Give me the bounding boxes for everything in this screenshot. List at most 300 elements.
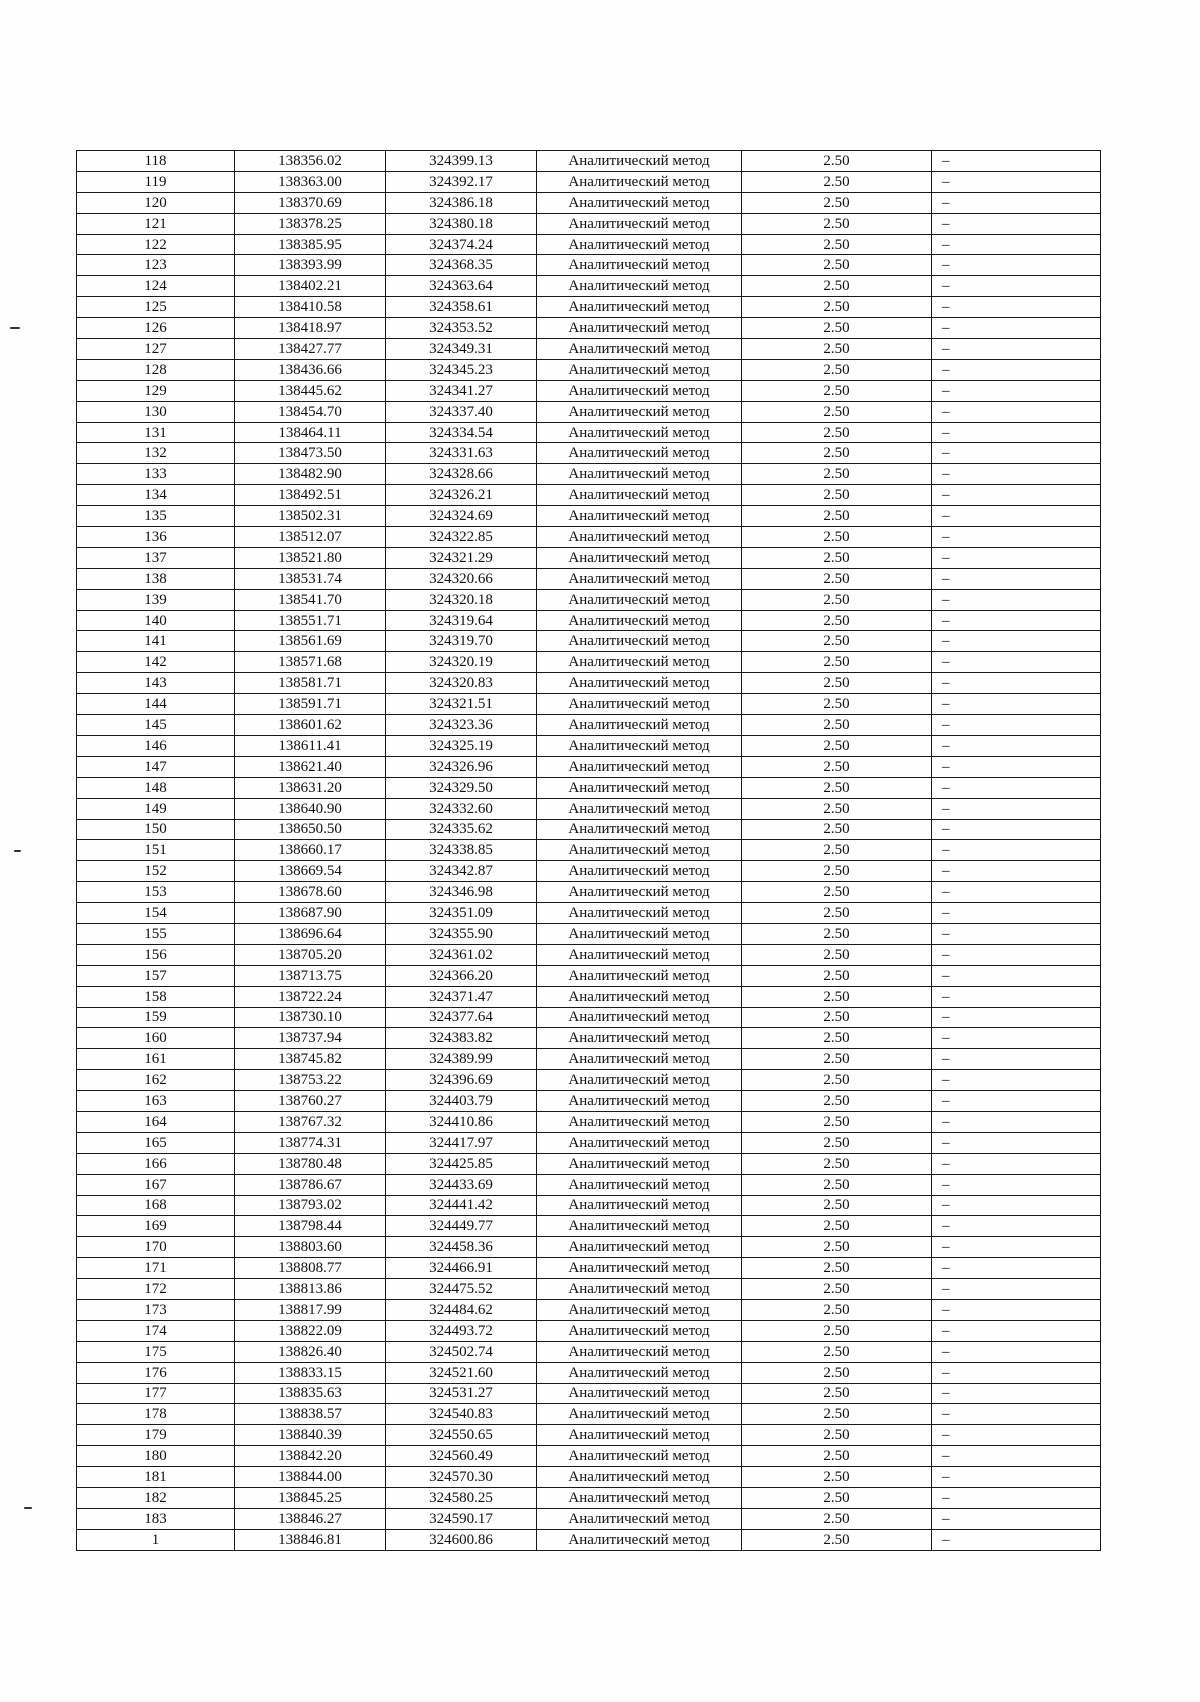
note-cell: – [932, 1279, 1101, 1300]
x-coordinate-cell: 138601.62 [235, 715, 386, 736]
note-cell: – [932, 1488, 1101, 1509]
y-coordinate-cell: 324417.97 [386, 1132, 537, 1153]
accuracy-cell: 2.50 [742, 485, 932, 506]
method-cell: Аналитический метод [537, 1488, 742, 1509]
x-coordinate-cell: 138378.25 [235, 213, 386, 234]
note-cell: – [932, 506, 1101, 527]
table-row [77, 673, 1101, 694]
x-coordinate-cell: 138838.57 [235, 1404, 386, 1425]
method-cell: Аналитический метод [537, 1341, 742, 1362]
method-cell: Аналитический метод [537, 1383, 742, 1404]
x-coordinate-cell: 138611.41 [235, 735, 386, 756]
accuracy-cell: 2.50 [742, 547, 932, 568]
x-coordinate-cell: 138370.69 [235, 192, 386, 213]
note-cell: – [932, 1237, 1101, 1258]
accuracy-cell: 2.50 [742, 1508, 932, 1529]
table-row [77, 255, 1101, 276]
table-row [77, 1216, 1101, 1237]
accuracy-cell: 2.50 [742, 255, 932, 276]
table-row [77, 715, 1101, 736]
x-coordinate-cell: 138753.22 [235, 1070, 386, 1091]
x-coordinate-cell: 138833.15 [235, 1362, 386, 1383]
y-coordinate-cell: 324368.35 [386, 255, 537, 276]
y-coordinate-cell: 324323.36 [386, 715, 537, 736]
accuracy-cell: 2.50 [742, 1446, 932, 1467]
method-cell: Аналитический метод [537, 527, 742, 548]
table-row [77, 1446, 1101, 1467]
point-number-cell: 120 [77, 192, 235, 213]
y-coordinate-cell: 324341.27 [386, 380, 537, 401]
method-cell: Аналитический метод [537, 1237, 742, 1258]
y-coordinate-cell: 324345.23 [386, 359, 537, 380]
note-cell: – [932, 1299, 1101, 1320]
method-cell: Аналитический метод [537, 715, 742, 736]
point-number-cell: 151 [77, 840, 235, 861]
table-row [77, 151, 1101, 172]
y-coordinate-cell: 324502.74 [386, 1341, 537, 1362]
method-cell: Аналитический метод [537, 986, 742, 1007]
point-number-cell: 168 [77, 1195, 235, 1216]
table-row [77, 777, 1101, 798]
method-cell: Аналитический метод [537, 1279, 742, 1300]
x-coordinate-cell: 138512.07 [235, 527, 386, 548]
y-coordinate-cell: 324329.50 [386, 777, 537, 798]
point-number-cell: 124 [77, 276, 235, 297]
y-coordinate-cell: 324392.17 [386, 171, 537, 192]
x-coordinate-cell: 138737.94 [235, 1028, 386, 1049]
method-cell: Аналитический метод [537, 318, 742, 339]
method-cell: Аналитический метод [537, 965, 742, 986]
x-coordinate-cell: 138780.48 [235, 1153, 386, 1174]
note-cell: – [932, 192, 1101, 213]
y-coordinate-cell: 324342.87 [386, 861, 537, 882]
accuracy-cell: 2.50 [742, 1299, 932, 1320]
coordinates-table-body [77, 151, 1101, 1551]
note-cell: – [932, 903, 1101, 924]
y-coordinate-cell: 324320.19 [386, 652, 537, 673]
note-cell: – [932, 1111, 1101, 1132]
x-coordinate-cell: 138798.44 [235, 1216, 386, 1237]
method-cell: Аналитический метод [537, 568, 742, 589]
table-row [77, 1404, 1101, 1425]
table-row [77, 986, 1101, 1007]
point-number-cell: 162 [77, 1070, 235, 1091]
method-cell: Аналитический метод [537, 1425, 742, 1446]
accuracy-cell: 2.50 [742, 882, 932, 903]
x-coordinate-cell: 138760.27 [235, 1091, 386, 1112]
method-cell: Аналитический метод [537, 234, 742, 255]
accuracy-cell: 2.50 [742, 715, 932, 736]
accuracy-cell: 2.50 [742, 944, 932, 965]
note-cell: – [932, 1195, 1101, 1216]
y-coordinate-cell: 324425.85 [386, 1153, 537, 1174]
method-cell: Аналитический метод [537, 1467, 742, 1488]
method-cell: Аналитический метод [537, 589, 742, 610]
point-number-cell: 161 [77, 1049, 235, 1070]
y-coordinate-cell: 324351.09 [386, 903, 537, 924]
accuracy-cell: 2.50 [742, 1258, 932, 1279]
accuracy-cell: 2.50 [742, 443, 932, 464]
x-coordinate-cell: 138705.20 [235, 944, 386, 965]
method-cell: Аналитический метод [537, 422, 742, 443]
table-row [77, 1049, 1101, 1070]
method-cell: Аналитический метод [537, 547, 742, 568]
note-cell: – [932, 380, 1101, 401]
method-cell: Аналитический метод [537, 1216, 742, 1237]
table-row [77, 401, 1101, 422]
x-coordinate-cell: 138767.32 [235, 1111, 386, 1132]
point-number-cell: 133 [77, 464, 235, 485]
note-cell: – [932, 527, 1101, 548]
accuracy-cell: 2.50 [742, 777, 932, 798]
point-number-cell: 139 [77, 589, 235, 610]
note-cell: – [932, 840, 1101, 861]
table-row [77, 819, 1101, 840]
y-coordinate-cell: 324337.40 [386, 401, 537, 422]
note-cell: – [932, 652, 1101, 673]
x-coordinate-cell: 138696.64 [235, 923, 386, 944]
table-row [77, 735, 1101, 756]
y-coordinate-cell: 324380.18 [386, 213, 537, 234]
note-cell: – [932, 1341, 1101, 1362]
table-row [77, 464, 1101, 485]
table-row [77, 1111, 1101, 1132]
accuracy-cell: 2.50 [742, 1195, 932, 1216]
method-cell: Аналитический метод [537, 777, 742, 798]
scan-speck [24, 1507, 32, 1509]
table-row [77, 1341, 1101, 1362]
table-row [77, 297, 1101, 318]
x-coordinate-cell: 138393.99 [235, 255, 386, 276]
method-cell: Аналитический метод [537, 1299, 742, 1320]
point-number-cell: 181 [77, 1467, 235, 1488]
accuracy-cell: 2.50 [742, 1529, 932, 1550]
method-cell: Аналитический метод [537, 1320, 742, 1341]
note-cell: – [932, 1007, 1101, 1028]
note-cell: – [932, 1258, 1101, 1279]
x-coordinate-cell: 138571.68 [235, 652, 386, 673]
method-cell: Аналитический метод [537, 443, 742, 464]
x-coordinate-cell: 138363.00 [235, 171, 386, 192]
method-cell: Аналитический метод [537, 882, 742, 903]
point-number-cell: 170 [77, 1237, 235, 1258]
point-number-cell: 137 [77, 547, 235, 568]
note-cell: – [932, 339, 1101, 360]
x-coordinate-cell: 138835.63 [235, 1383, 386, 1404]
table-row [77, 1007, 1101, 1028]
table-row [77, 1425, 1101, 1446]
accuracy-cell: 2.50 [742, 840, 932, 861]
point-number-cell: 122 [77, 234, 235, 255]
accuracy-cell: 2.50 [742, 171, 932, 192]
point-number-cell: 176 [77, 1362, 235, 1383]
note-cell: – [932, 1508, 1101, 1529]
accuracy-cell: 2.50 [742, 589, 932, 610]
x-coordinate-cell: 138427.77 [235, 339, 386, 360]
y-coordinate-cell: 324332.60 [386, 798, 537, 819]
table-row [77, 610, 1101, 631]
accuracy-cell: 2.50 [742, 401, 932, 422]
point-number-cell: 143 [77, 673, 235, 694]
method-cell: Аналитический метод [537, 276, 742, 297]
table-row [77, 944, 1101, 965]
x-coordinate-cell: 138482.90 [235, 464, 386, 485]
point-number-cell: 132 [77, 443, 235, 464]
table-row [77, 694, 1101, 715]
y-coordinate-cell: 324475.52 [386, 1279, 537, 1300]
x-coordinate-cell: 138846.81 [235, 1529, 386, 1550]
table-row [77, 840, 1101, 861]
note-cell: – [932, 777, 1101, 798]
note-cell: – [932, 1425, 1101, 1446]
note-cell: – [932, 1153, 1101, 1174]
accuracy-cell: 2.50 [742, 1362, 932, 1383]
note-cell: – [932, 1091, 1101, 1112]
accuracy-cell: 2.50 [742, 861, 932, 882]
x-coordinate-cell: 138808.77 [235, 1258, 386, 1279]
accuracy-cell: 2.50 [742, 631, 932, 652]
accuracy-cell: 2.50 [742, 568, 932, 589]
note-cell: – [932, 944, 1101, 965]
method-cell: Аналитический метод [537, 1049, 742, 1070]
y-coordinate-cell: 324550.65 [386, 1425, 537, 1446]
accuracy-cell: 2.50 [742, 923, 932, 944]
table-row [77, 1508, 1101, 1529]
point-number-cell: 142 [77, 652, 235, 673]
method-cell: Аналитический метод [537, 1132, 742, 1153]
table-row [77, 923, 1101, 944]
x-coordinate-cell: 138846.27 [235, 1508, 386, 1529]
table-row [77, 1153, 1101, 1174]
point-number-cell: 144 [77, 694, 235, 715]
point-number-cell: 135 [77, 506, 235, 527]
accuracy-cell: 2.50 [742, 673, 932, 694]
x-coordinate-cell: 138840.39 [235, 1425, 386, 1446]
point-number-cell: 157 [77, 965, 235, 986]
x-coordinate-cell: 138640.90 [235, 798, 386, 819]
accuracy-cell: 2.50 [742, 234, 932, 255]
table-row [77, 1488, 1101, 1509]
y-coordinate-cell: 324484.62 [386, 1299, 537, 1320]
method-cell: Аналитический метод [537, 1362, 742, 1383]
point-number-cell: 179 [77, 1425, 235, 1446]
point-number-cell: 148 [77, 777, 235, 798]
method-cell: Аналитический метод [537, 819, 742, 840]
note-cell: – [932, 234, 1101, 255]
point-number-cell: 145 [77, 715, 235, 736]
accuracy-cell: 2.50 [742, 527, 932, 548]
y-coordinate-cell: 324377.64 [386, 1007, 537, 1028]
method-cell: Аналитический метод [537, 171, 742, 192]
point-number-cell: 156 [77, 944, 235, 965]
point-number-cell: 174 [77, 1320, 235, 1341]
point-number-cell: 134 [77, 485, 235, 506]
accuracy-cell: 2.50 [742, 1007, 932, 1028]
note-cell: – [932, 1467, 1101, 1488]
note-cell: – [932, 464, 1101, 485]
table-row [77, 1028, 1101, 1049]
table-row [77, 1299, 1101, 1320]
y-coordinate-cell: 324410.86 [386, 1111, 537, 1132]
note-cell: – [932, 986, 1101, 1007]
method-cell: Аналитический метод [537, 1508, 742, 1529]
point-number-cell: 173 [77, 1299, 235, 1320]
y-coordinate-cell: 324560.49 [386, 1446, 537, 1467]
scan-speck [14, 850, 21, 852]
table-row [77, 1091, 1101, 1112]
x-coordinate-cell: 138581.71 [235, 673, 386, 694]
y-coordinate-cell: 324600.86 [386, 1529, 537, 1550]
y-coordinate-cell: 324458.36 [386, 1237, 537, 1258]
y-coordinate-cell: 324403.79 [386, 1091, 537, 1112]
x-coordinate-cell: 138745.82 [235, 1049, 386, 1070]
method-cell: Аналитический метод [537, 1070, 742, 1091]
method-cell: Аналитический метод [537, 652, 742, 673]
y-coordinate-cell: 324320.18 [386, 589, 537, 610]
point-number-cell: 136 [77, 527, 235, 548]
x-coordinate-cell: 138845.25 [235, 1488, 386, 1509]
y-coordinate-cell: 324324.69 [386, 506, 537, 527]
method-cell: Аналитический метод [537, 297, 742, 318]
note-cell: – [932, 422, 1101, 443]
method-cell: Аналитический метод [537, 359, 742, 380]
note-cell: – [932, 1320, 1101, 1341]
accuracy-cell: 2.50 [742, 1341, 932, 1362]
table-row [77, 903, 1101, 924]
point-number-cell: 123 [77, 255, 235, 276]
note-cell: – [932, 276, 1101, 297]
note-cell: – [932, 610, 1101, 631]
note-cell: – [932, 694, 1101, 715]
note-cell: – [932, 1446, 1101, 1467]
point-number-cell: 182 [77, 1488, 235, 1509]
table-row [77, 192, 1101, 213]
point-number-cell: 165 [77, 1132, 235, 1153]
point-number-cell: 150 [77, 819, 235, 840]
x-coordinate-cell: 138502.31 [235, 506, 386, 527]
x-coordinate-cell: 138551.71 [235, 610, 386, 631]
y-coordinate-cell: 324319.70 [386, 631, 537, 652]
x-coordinate-cell: 138436.66 [235, 359, 386, 380]
x-coordinate-cell: 138631.20 [235, 777, 386, 798]
note-cell: – [932, 756, 1101, 777]
note-cell: – [932, 715, 1101, 736]
accuracy-cell: 2.50 [742, 652, 932, 673]
table-row [77, 756, 1101, 777]
method-cell: Аналитический метод [537, 213, 742, 234]
method-cell: Аналитический метод [537, 485, 742, 506]
point-number-cell: 177 [77, 1383, 235, 1404]
point-number-cell: 128 [77, 359, 235, 380]
accuracy-cell: 2.50 [742, 1404, 932, 1425]
x-coordinate-cell: 138669.54 [235, 861, 386, 882]
point-number-cell: 152 [77, 861, 235, 882]
method-cell: Аналитический метод [537, 506, 742, 527]
y-coordinate-cell: 324346.98 [386, 882, 537, 903]
y-coordinate-cell: 324389.99 [386, 1049, 537, 1070]
note-cell: – [932, 151, 1101, 172]
accuracy-cell: 2.50 [742, 422, 932, 443]
accuracy-cell: 2.50 [742, 1216, 932, 1237]
table-row [77, 213, 1101, 234]
method-cell: Аналитический метод [537, 631, 742, 652]
y-coordinate-cell: 324321.29 [386, 547, 537, 568]
method-cell: Аналитический метод [537, 1404, 742, 1425]
table-row [77, 1070, 1101, 1091]
table-row [77, 965, 1101, 986]
accuracy-cell: 2.50 [742, 506, 932, 527]
accuracy-cell: 2.50 [742, 1383, 932, 1404]
y-coordinate-cell: 324374.24 [386, 234, 537, 255]
method-cell: Аналитический метод [537, 1258, 742, 1279]
method-cell: Аналитический метод [537, 798, 742, 819]
note-cell: – [932, 1529, 1101, 1550]
accuracy-cell: 2.50 [742, 1467, 932, 1488]
method-cell: Аналитический метод [537, 1174, 742, 1195]
method-cell: Аналитический метод [537, 1153, 742, 1174]
table-row [77, 1174, 1101, 1195]
method-cell: Аналитический метод [537, 735, 742, 756]
table-row [77, 1258, 1101, 1279]
note-cell: – [932, 1216, 1101, 1237]
x-coordinate-cell: 138730.10 [235, 1007, 386, 1028]
table-row [77, 1320, 1101, 1341]
method-cell: Аналитический метод [537, 1529, 742, 1550]
point-number-cell: 141 [77, 631, 235, 652]
note-cell: – [932, 547, 1101, 568]
accuracy-cell: 2.50 [742, 464, 932, 485]
point-number-cell: 153 [77, 882, 235, 903]
x-coordinate-cell: 138492.51 [235, 485, 386, 506]
note-cell: – [932, 213, 1101, 234]
table-row [77, 1529, 1101, 1550]
point-number-cell: 180 [77, 1446, 235, 1467]
note-cell: – [932, 318, 1101, 339]
x-coordinate-cell: 138591.71 [235, 694, 386, 715]
point-number-cell: 166 [77, 1153, 235, 1174]
accuracy-cell: 2.50 [742, 276, 932, 297]
y-coordinate-cell: 324358.61 [386, 297, 537, 318]
x-coordinate-cell: 138402.21 [235, 276, 386, 297]
method-cell: Аналитический метод [537, 1028, 742, 1049]
note-cell: – [932, 631, 1101, 652]
y-coordinate-cell: 324353.52 [386, 318, 537, 339]
y-coordinate-cell: 324326.21 [386, 485, 537, 506]
note-cell: – [932, 1404, 1101, 1425]
table-row [77, 631, 1101, 652]
x-coordinate-cell: 138541.70 [235, 589, 386, 610]
accuracy-cell: 2.50 [742, 756, 932, 777]
x-coordinate-cell: 138356.02 [235, 151, 386, 172]
table-row [77, 422, 1101, 443]
table-row [77, 882, 1101, 903]
table-row [77, 652, 1101, 673]
table-row [77, 589, 1101, 610]
point-number-cell: 171 [77, 1258, 235, 1279]
x-coordinate-cell: 138713.75 [235, 965, 386, 986]
x-coordinate-cell: 138464.11 [235, 422, 386, 443]
y-coordinate-cell: 324590.17 [386, 1508, 537, 1529]
accuracy-cell: 2.50 [742, 1279, 932, 1300]
y-coordinate-cell: 324386.18 [386, 192, 537, 213]
accuracy-cell: 2.50 [742, 1091, 932, 1112]
note-cell: – [932, 401, 1101, 422]
table-row [77, 547, 1101, 568]
y-coordinate-cell: 324355.90 [386, 923, 537, 944]
method-cell: Аналитический метод [537, 192, 742, 213]
accuracy-cell: 2.50 [742, 610, 932, 631]
scan-speck [10, 327, 20, 329]
